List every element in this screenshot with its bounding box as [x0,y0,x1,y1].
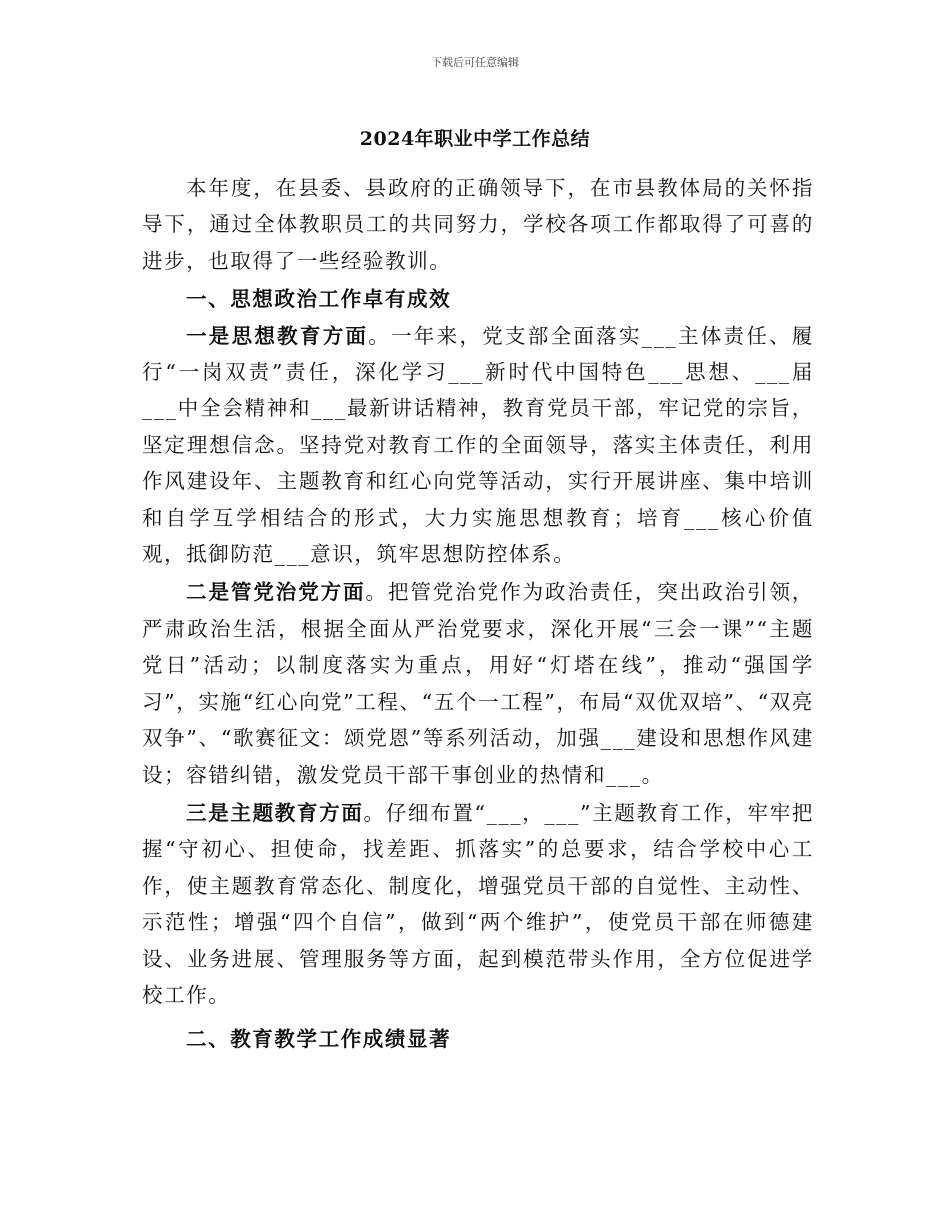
document-title: 2024年职业中学工作总结 [359,128,591,150]
header-note: 下载后可任意编辑 [431,56,519,69]
section-heading-2: 二、教育教学工作成绩显著 [186,1027,452,1052]
paragraph-text: 。仔细布置“___，___”主题教育工作，牢牢把握“守初心、担使命，找差距、抓落实”的总要求，结合学校中心工作，使主题教育常态化、制度化，增强党员干部的自觉性、主动性、示范性；增强“四个自信”，做到“两个维护”，使党员干部在师德建设、业务进展、管理服务等方面，起到模范带头作用，全方位促进学校工作。 [142,800,814,1007]
paragraph-lead: 二是管党治党方面 [186,580,366,605]
section1-paragraph-1 [142,318,814,573]
section-heading-1: 一、思想政治工作卓有成效 [186,287,452,312]
paragraph-text: 。把管党治党作为政治责任，突出政治引领，严肃政治生活，根据全面从严治党要求，深化开展“三会一课”“主题党日”活动；以制度落实为重点，用好“灯塔在线”，推动“强国学习”，实施“红心向党”工程、“五个一工程”，布局“双优双培”、“双亮双争”、“歌赛征文：颂党恩”等系列活动，加强___建设和思想作风建设；容错纠错，激发党员干部干事创业的热情和___。 [142,580,814,787]
section1-paragraph-3 [142,795,814,1013]
paragraph-lead: 三是主题教育方面 [186,800,364,825]
document-body [142,170,814,1058]
paragraph-text: 。一年来，党支部全面落实___主体责任、履行“一岗双责”责任，深化学习___新时代中国特色___思想、___届___中全会精神和___最新讲话精神，教育党员干部，牢记党的宗旨，坚定理想信念。坚持党对教育工作的全面领导，落实主体责任，利用作风建设年、主题教育和红心向党等活动，实行开展讲座、集中培训和自学互学相结合的形式，大力实施思想教育；培育___核心价值观，抵御防范___意识，筑牢思想防控体系。 [142,323,814,567]
section1-paragraph-2 [142,574,814,792]
intro-paragraph: 本年度，在县委、县政府的正确领导下，在市县教体局的关怀指导下，通过全体教职员工的共同努力，学校各项工作都取得了可喜的进步，也取得了一些经验教训。 [142,176,814,273]
paragraph-lead: 一是思想教育方面 [186,323,369,348]
